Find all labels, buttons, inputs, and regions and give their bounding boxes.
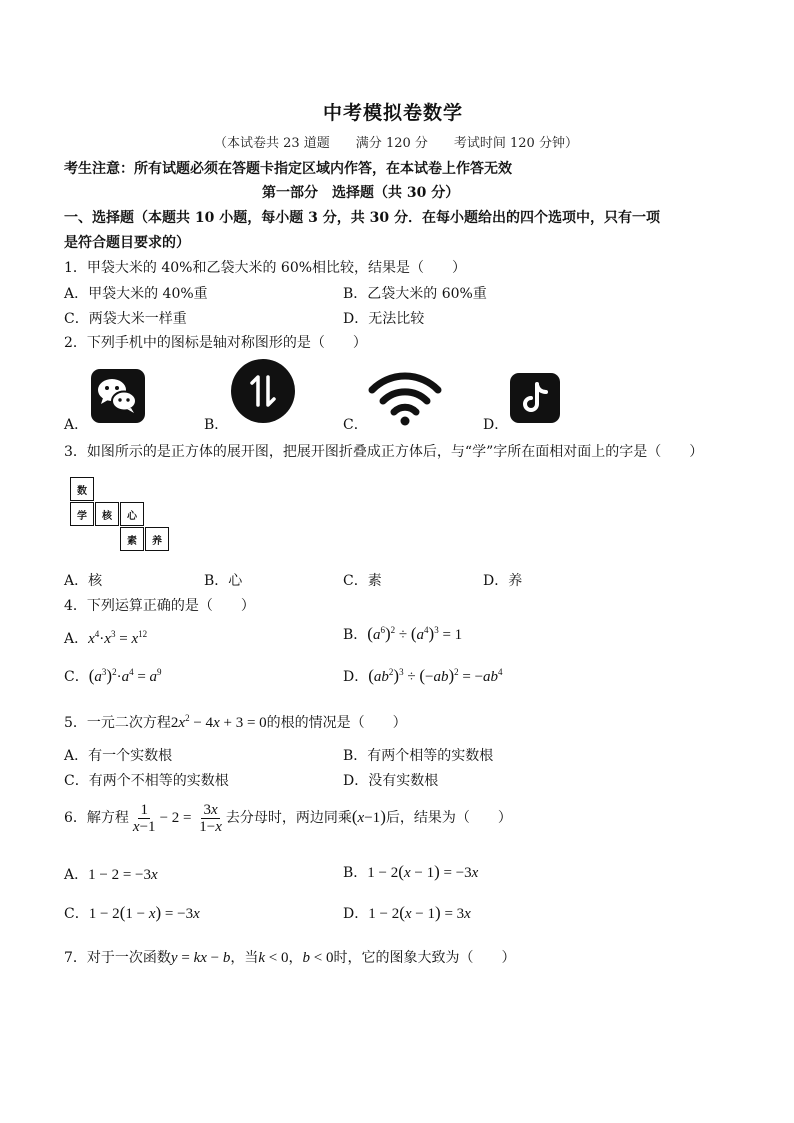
tiktok-icon <box>510 373 560 423</box>
q6-option-b <box>343 862 478 882</box>
formula: y = kx − b <box>170 950 231 966</box>
formula: $(ab^2)^3 \div (-ab)^2 = -ab^4$ <box>368 666 503 685</box>
q4-option-d <box>343 666 503 686</box>
q2-option-d: D． <box>483 417 509 433</box>
option-label: C． <box>64 906 89 922</box>
transfer-arrows-icon <box>231 359 295 423</box>
formula: $2x^2 - 4x + 3 = 0$ <box>170 713 267 731</box>
q6-stem-mid: 去分母时，两边同乘 <box>225 809 352 826</box>
formula: $(a^3)^2\cdot a^4 = a^9$ <box>88 666 162 685</box>
formula: 1 − 2(x − 1) = −3x <box>367 862 479 881</box>
q2-stem: 2．下列手机中的图标是轴对称图形的是（ ） <box>64 335 367 351</box>
part-heading: 第一部分 选择题（共 30 分） <box>262 185 460 201</box>
q3-stem: 3．如图所示的是正方体的展开图，把展开图折叠成正方体后，与“学”字所在面相对面上的字是（ ） <box>64 444 704 460</box>
formula: 1 − 2(x − 1) = 3x <box>368 903 471 922</box>
formula: $\frac{1}{x-1}$ − 2 = $\frac{3x}{1-x}$ <box>132 802 222 835</box>
formula: 1 − 2 = −3x <box>88 867 158 883</box>
q1-option-c: C．两袋大米一样重 <box>64 311 187 327</box>
q1-option-a: A．甲袋大米的 40%重 <box>64 286 208 302</box>
q6-option-a <box>64 864 158 884</box>
formula: (x−1) <box>351 806 386 826</box>
q1-option-d: D．无法比较 <box>343 311 425 327</box>
section-heading-line2: 是符合题目要求的） <box>64 235 190 251</box>
q1-stem: 1．甲袋大米的 40%和乙袋大米的 60%相比较，结果是（ ） <box>64 260 467 276</box>
q2-option-b: B． <box>204 417 229 433</box>
net-cell: 核 <box>95 502 119 526</box>
net-cell: 心 <box>120 502 144 526</box>
net-cell: 养 <box>145 527 169 551</box>
q4-stem: 4．下列运算正确的是（ ） <box>64 598 255 614</box>
q5-option-b: B．有两个相等的实数根 <box>343 748 494 764</box>
option-label: B． <box>343 865 368 881</box>
q4-option-a <box>64 628 147 648</box>
section-heading-line1: 一、选择题（本题共 10 小题，每小题 3 分，共 30 分．在每小题给出的四个选项中，只有一项 <box>64 210 660 226</box>
exam-info: （本试卷共 23 道题 满分 120 分 考试时间 120 分钟） <box>214 136 578 151</box>
option-label: D． <box>343 906 369 922</box>
formula: $x^4\cdot x^3 = x^{12}$ <box>88 629 148 647</box>
q7-stem-prefix: 7．对于一次函数 <box>64 950 171 966</box>
page-title: 中考模拟卷数学 <box>323 102 464 124</box>
q7-stem-suffix: 时，它的图象大致为（ ） <box>333 950 516 966</box>
formula: 1 − 2(1 − x) = −3x <box>88 903 200 922</box>
q7-stem-mid1: ，当 <box>230 950 259 966</box>
option-label: B． <box>343 627 368 643</box>
q5-option-d: D．没有实数根 <box>343 773 439 789</box>
q5-option-c: C．有两个不相等的实数根 <box>64 773 229 789</box>
option-label: C． <box>64 669 89 685</box>
cube-net-figure <box>68 477 170 551</box>
q5-stem <box>64 712 407 732</box>
q5-stem-prefix: 5．一元二次方程 <box>64 715 171 731</box>
q6-stem <box>64 802 512 835</box>
q6-stem-prefix: 6．解方程 <box>64 809 129 826</box>
q7-stem-mid2: ， <box>288 950 303 966</box>
q3-option-a: A．核 <box>64 573 103 589</box>
option-label: A． <box>64 867 89 883</box>
q6-option-d <box>343 903 471 923</box>
q5-stem-suffix: 的根的情况是（ ） <box>266 715 407 731</box>
option-label: D． <box>343 669 369 685</box>
net-cell: 学 <box>70 502 94 526</box>
q3-option-c: C．素 <box>343 573 382 589</box>
net-cell: 数 <box>70 477 94 501</box>
wechat-icon <box>91 369 145 423</box>
option-label: A． <box>64 631 89 647</box>
exam-notice: 考生注意：所有试题必须在答题卡指定区域内作答，在本试卷上作答无效 <box>64 161 512 177</box>
q3-option-b: B．心 <box>204 573 243 589</box>
q6-stem-suffix: 后，结果为（ ） <box>385 809 512 826</box>
formula: b < 0 <box>302 950 334 966</box>
q5-option-a: A．有一个实数根 <box>64 748 173 764</box>
q1-option-b: B．乙袋大米的 60%重 <box>343 286 487 302</box>
formula: k < 0 <box>258 950 289 966</box>
formula: $(a^6)^2 \div (a^4)^3 = 1$ <box>367 624 463 643</box>
q4-option-b <box>343 624 462 644</box>
q3-option-d: D．养 <box>483 573 523 589</box>
q2-option-c: C． <box>343 417 368 433</box>
q6-option-c <box>64 903 200 923</box>
q4-option-c <box>64 666 162 686</box>
net-cell: 素 <box>120 527 144 551</box>
q2-option-a: A． <box>64 417 89 433</box>
q7-stem <box>64 947 515 967</box>
wifi-icon <box>368 372 442 426</box>
